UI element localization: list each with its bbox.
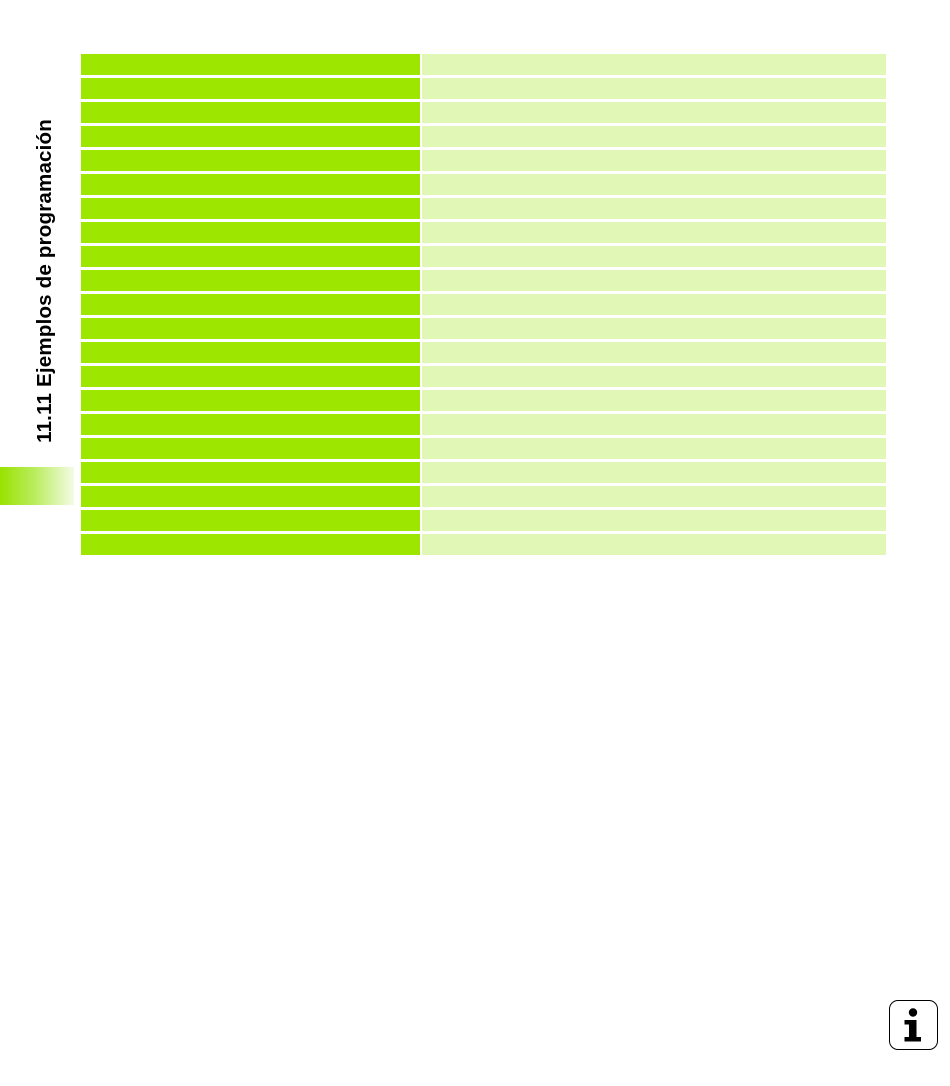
table-cell-left (81, 54, 420, 75)
table-row (81, 534, 886, 555)
section-title (32, 48, 58, 443)
table-row (81, 366, 886, 387)
table-row (81, 54, 886, 75)
table-row (81, 222, 886, 243)
table-cell-right (422, 102, 886, 123)
table-row (81, 294, 886, 315)
table-row (81, 318, 886, 339)
table-cell-left (81, 390, 420, 411)
program-table (81, 54, 886, 555)
table-cell-left (81, 462, 420, 483)
section-title-text: 11.11 Ejemplos de programación (33, 119, 56, 443)
table-row (81, 414, 886, 435)
table-cell-left (81, 102, 420, 123)
table-row (81, 510, 886, 531)
table-row (81, 174, 886, 195)
table-cell-left (81, 246, 420, 267)
table-row (81, 126, 886, 147)
info-icon[interactable] (889, 1000, 938, 1050)
table-row (81, 78, 886, 99)
table-cell-right (422, 54, 886, 75)
table-cell-right (422, 510, 886, 531)
table-cell-left (81, 78, 420, 99)
table-cell-right (422, 78, 886, 99)
table-row (81, 390, 886, 411)
table-row (81, 462, 886, 483)
table-cell-right (422, 198, 886, 219)
table-cell-left (81, 534, 420, 555)
table-cell-left (81, 414, 420, 435)
table-cell-right (422, 174, 886, 195)
table-cell-left (81, 174, 420, 195)
table-row (81, 438, 886, 459)
table-cell-right (422, 222, 886, 243)
table-row (81, 198, 886, 219)
table-cell-left (81, 270, 420, 291)
table-cell-right (422, 294, 886, 315)
table-cell-right (422, 366, 886, 387)
table-cell-left (81, 222, 420, 243)
table-cell-right (422, 270, 886, 291)
table-cell-left (81, 366, 420, 387)
table-cell-right (422, 438, 886, 459)
chapter-tab (0, 467, 74, 505)
table-cell-right (422, 318, 886, 339)
table-cell-right (422, 534, 886, 555)
table-row (81, 246, 886, 267)
table-cell-right (422, 414, 886, 435)
table-row (81, 270, 886, 291)
table-cell-left (81, 342, 420, 363)
table-row (81, 342, 886, 363)
table-cell-right (422, 126, 886, 147)
table-cell-left (81, 294, 420, 315)
table-cell-left (81, 510, 420, 531)
table-cell-right (422, 462, 886, 483)
table-cell-left (81, 150, 420, 171)
table-cell-left (81, 438, 420, 459)
table-cell-left (81, 126, 420, 147)
info-glyph (890, 1001, 936, 1048)
table-row (81, 486, 886, 507)
table-cell-left (81, 318, 420, 339)
table-row (81, 102, 886, 123)
table-cell-right (422, 342, 886, 363)
table-cell-left (81, 486, 420, 507)
table-cell-left (81, 198, 420, 219)
table-row (81, 150, 886, 171)
table-cell-right (422, 150, 886, 171)
table-cell-right (422, 486, 886, 507)
table-cell-right (422, 390, 886, 411)
table-cell-right (422, 246, 886, 267)
